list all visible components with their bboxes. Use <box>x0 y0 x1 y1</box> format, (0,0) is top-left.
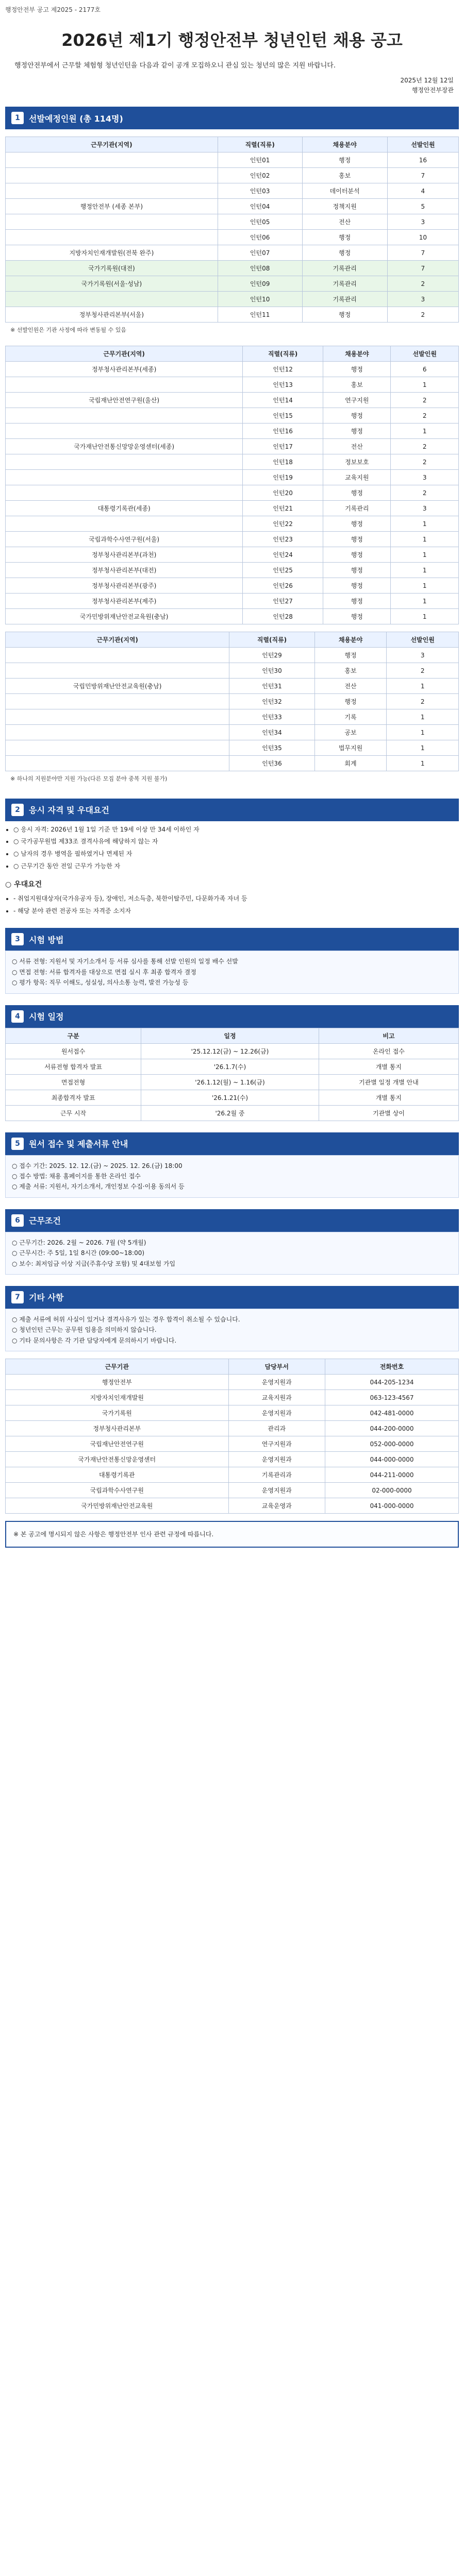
announcement-date: 2025년 12월 12일 <box>400 77 454 84</box>
table-row: 인턴35 법무지원 1 <box>6 740 459 756</box>
section-4 <box>5 1005 459 1121</box>
section-1-heading: 선발예정인원 (총 114명) <box>29 113 123 124</box>
table-row: 인턴33 기록 1 <box>6 709 459 725</box>
table-row: 행정안전부 (세종 본부) 인턴04 정책지원 5 <box>6 199 459 214</box>
announcement-number: 행정안전부 공고 제2025 - 2177호 <box>5 6 101 13</box>
table-row: 지방자치인재개발원(전북 완주) 인턴07 행정 7 <box>6 245 459 261</box>
section-1-number: 1 <box>11 112 24 124</box>
section-3-box: ○ 서류 전형: 지원서 및 자기소개서 등 서류 심사를 통해 선발 인원의 일정 배수 선발 ○ 면접 전형: 서류 합격자를 대상으로 면접 실시 후 최종 합격자 결정 ○ 평가 항목: 직무 이해도, 성실성, 의사소통 능력, 발전 가능성 등 <box>5 951 459 993</box>
th-field: 채용분야 <box>302 137 387 152</box>
section-7-title: 7 기타 사항 <box>5 1286 459 1309</box>
page <box>5 0 459 1558</box>
section-4-title: 4 시험 일정 <box>5 1005 459 1028</box>
table-row: 인턴01 행정 16 <box>6 152 459 168</box>
table-row: 인턴20 행정 2 <box>6 485 459 501</box>
section-6 <box>5 1209 459 1275</box>
intro-text: 행정안전부에서 근무할 체험형 청년인턴을 다음과 같이 공개 모집하오니 관심 있는 청년의 많은 지원 바랍니다. <box>14 62 336 70</box>
recruitment-table-main <box>5 137 459 323</box>
section-3 <box>5 928 459 993</box>
table-row: 국립재난안전연구원 연구지원과 052-000-0000 <box>6 1436 459 1452</box>
section-1 <box>5 107 459 787</box>
table-row: 정부청사관리본부(서울) 인턴11 행정 2 <box>6 307 459 323</box>
section-6-title: 6 근무조건 <box>5 1209 459 1232</box>
contact-table: 근무기관 담당부서 전화번호 행정안전부 운영지원과 044-205-1234 지방자치인재개발원 교육지원과 063-123-4567 국가기록원 운영지원과 042-481-0000 정부청사관리본부 관리과 044-200-0000 국립재난안전연구원 연구지원과 052-000-0000 국가재난안전통신망운영센터 운영지원과 044-000-0000 대통령기록관 기록관리과 044-211-0000 국립과학수사연구원 운영지원과 02-000-0000 국가민방위재난안전교육원 교육운영과 041-000-0000 <box>5 1359 459 1514</box>
final-notice: ※ 본 공고에 명시되지 않은 사항은 행정안전부 인사 관련 규정에 따릅니다. <box>5 1521 459 1548</box>
table-row: 인턴15 행정 2 <box>6 408 459 423</box>
table-row: 정부청사관리본부(과천) 인턴24 행정 1 <box>6 547 459 563</box>
recruitment-table-1a: 근무기관(지역) 직렬(직류) 채용분야 선발인원 정부청사관리본부(세종) 인턴12 행정 6 인턴13 홍보 1 국립재난안전연구원(울산) 인턴14 연구지원 2 인턴15 행정 2 인턴16 행정 1 국가재난안전통신망망운영센터(세종) 인턴17 전산 2 인턴18 정보보호 2 인턴19 교육지원 3 인턴20 행정 2 대통령기록관(세종) 인턴21 기록관리 3 인턴22 행정 1 국립과학수사연구원(서울) 인턴23 행정 1 정부청사관리본부(과천) 인턴24 행정 1 정부청사관리본부(대전) 인턴25 행정 1 정부청사관리본부(광주) 인턴26 행정 1 정부청사관리본부(제주) 인턴27 행정 1 국가민방위재난안전교육원(충남) 인턴28 행정 1 <box>5 346 459 624</box>
table-row: 인턴16 행정 1 <box>6 423 459 439</box>
table-row: 인턴29 행정 3 <box>6 648 459 663</box>
section-3-title: 3 시험 방법 <box>5 928 459 951</box>
table-main-footnote: ※ 선발인원은 기관 사정에 따라 변동될 수 있음 <box>10 327 126 334</box>
section-6-box: ○ 근무기간: 2026. 2월 ~ 2026. 7월 (약 5개월) ○ 근무시간: 주 5일, 1일 8시간 (09:00~18:00) ○ 보수: 최저임금 이상 지급(주휴수당 포함) 및 4대보험 가입 <box>5 1232 459 1275</box>
table-row: 국가기록원(대전) 인턴08 기록관리 7 <box>6 261 459 276</box>
table-row: 인턴02 홍보 7 <box>6 168 459 183</box>
table-row: 원서접수 '25.12.12(금) ~ 12.26(금) 온라인 접수 <box>6 1043 459 1059</box>
table-row: 국가재난안전통신망망운영센터(세종) 인턴17 전산 2 <box>6 439 459 454</box>
intro-meta <box>5 76 459 95</box>
table-row: 국가기록원(서울·성남) 인턴09 기록관리 2 <box>6 276 459 292</box>
table-row: 대통령기록관 기록관리과 044-211-0000 <box>6 1467 459 1483</box>
table-row: 근무 시작 '26.2월 중 기관별 상이 <box>6 1105 459 1121</box>
section-2-title: 2 응시 자격 및 우대요건 <box>5 799 459 821</box>
section-2 <box>5 799 459 917</box>
table-row: 인턴36 회계 1 <box>6 756 459 771</box>
table-row: 인턴06 행정 10 <box>6 230 459 245</box>
table-row: 국가기록원 운영지원과 042-481-0000 <box>6 1405 459 1421</box>
table-row: 대통령기록관(세종) 인턴21 기록관리 3 <box>6 501 459 516</box>
table-row: 행정안전부 운영지원과 044-205-1234 <box>6 1375 459 1390</box>
table-row: 정부청사관리본부(세종) 인턴12 행정 6 <box>6 362 459 377</box>
table-row: 지방자치인재개발원 교육지원과 063-123-4567 <box>6 1390 459 1405</box>
table-row: 인턴05 전산 3 <box>6 214 459 230</box>
section-7-box: ○ 제출 서류에 허위 사실이 있거나 결격사유가 있는 경우 합격이 취소될 수 있습니다. ○ 청년인턴 근무는 공무원 임용을 의미하지 않습니다. ○ 기타 문의사항은 각 기관 담당자에게 문의하시기 바랍니다. <box>5 1309 459 1351</box>
th-position: 직렬(직류) <box>218 137 302 152</box>
section-5-title: 5 원서 접수 및 제출서류 안내 <box>5 1132 459 1155</box>
table-row: 인턴13 홍보 1 <box>6 377 459 393</box>
th-agency: 근무기관(지역) <box>6 137 218 152</box>
table-row: 인턴03 데이터분석 4 <box>6 183 459 199</box>
schedule-table: 구분 일정 비고 원서접수 '25.12.12(금) ~ 12.26(금) 온라인 접수 서류전형 합격자 발표 '26.1.7(수) 개별 통지 면접전형 '26.1.12(월) ~ 1.16(금) 기관별 일정 개별 안내 최종합격자 발표 '26.1.21(수) 개별 통지 근무 시작 '26.2월 중 기관별 상이 <box>5 1028 459 1121</box>
page-title: 2026년 제1기 행정안전부 청년인턴 채용 공고 <box>61 30 403 50</box>
table-row: 정부청사관리본부 관리과 044-200-0000 <box>6 1421 459 1436</box>
recruitment-table-1b: 근무기관(지역) 직렬(직류) 채용분야 선발인원 인턴29 행정 3 인턴30 홍보 2 국립민방위재난안전교육원(충남) 인턴31 전산 1 인턴32 행정 2 인턴33 기록 1 인턴34 공보 1 인턴35 법무지원 1 인턴36 회계 1 <box>5 632 459 771</box>
table-row: 국가민방위재난안전교육원 교육운영과 041-000-0000 <box>6 1498 459 1514</box>
table-row: 최종합격자 발표 '26.1.21(수) 개별 통지 <box>6 1090 459 1105</box>
table-row: 국립재난안전연구원(울산) 인턴14 연구지원 2 <box>6 393 459 408</box>
top-line <box>5 5 459 14</box>
section-1-title <box>5 107 459 129</box>
table-row: 인턴10 기록관리 3 <box>6 292 459 307</box>
table-row: 정부청사관리본부(광주) 인턴26 행정 1 <box>6 578 459 594</box>
section-5 <box>5 1132 459 1198</box>
section-2-pref-title: ○ 우대요건 <box>5 880 42 889</box>
table-row: 국립민방위재난안전교육원(충남) 인턴31 전산 1 <box>6 679 459 694</box>
section-7 <box>5 1286 459 1548</box>
table-1b-footnote: ※ 하나의 지원분야만 지원 가능(다른 모집 분야 중복 지원 불가) <box>10 775 168 783</box>
table-row: 국립과학수사연구원(서울) 인턴23 행정 1 <box>6 532 459 547</box>
th-count: 선발인원 <box>387 137 458 152</box>
table-row: 인턴30 홍보 2 <box>6 663 459 679</box>
table-row: 정부청사관리본부(대전) 인턴25 행정 1 <box>6 563 459 578</box>
table-row: 정부청사관리본부(제주) 인턴27 행정 1 <box>6 594 459 609</box>
table-row: 면접전형 '26.1.12(월) ~ 1.16(금) 기관별 일정 개별 안내 <box>6 1074 459 1090</box>
table-row: 국가재난안전통신망운영센터 운영지원과 044-000-0000 <box>6 1452 459 1467</box>
section-2-items: • ○ 응시 자격: 2026년 1월 1일 기준 만 19세 이상 만 34세 이하인 자 • ○ 국가공무원법 제33조 결격사유에 해당하지 않는 자 • ○ 남자의 경우 병역을 필하였거나 면제된 자 • ○ 근무기간 동안 전일 근무가 가능한 자 <box>5 824 459 872</box>
section-5-box: ○ 접수 기간: 2025. 12. 12.(금) ~ 2025. 12. 26.(금) 18:00 ○ 접수 방법: 채용 홈페이지를 통한 온라인 접수 ○ 제출 서류: 지원서, 자기소개서, 개인정보 수집·이용 동의서 등 <box>5 1155 459 1198</box>
table-row: 국립과학수사연구원 운영지원과 02-000-0000 <box>6 1483 459 1498</box>
announcement-org: 행정안전부장관 <box>411 87 454 94</box>
table-row: 인턴19 교육지원 3 <box>6 470 459 485</box>
table-row: 인턴34 공보 1 <box>6 725 459 740</box>
table-row: 서류전형 합격자 발표 '26.1.7(수) 개별 통지 <box>6 1059 459 1074</box>
table-row: 인턴22 행정 1 <box>6 516 459 532</box>
table-row: 국가민방위재난안전교육원(충남) 인턴28 행정 1 <box>6 609 459 624</box>
section-2-pref-items: • - 취업지원대상자(국가유공자 등), 장애인, 저소득층, 북한이탈주민, 다문화가족 자녀 등 • - 해당 분야 관련 전공자 또는 자격증 소지자 <box>5 893 459 917</box>
table-row: 인턴18 정보보호 2 <box>6 454 459 470</box>
table-row: 인턴32 행정 2 <box>6 694 459 709</box>
